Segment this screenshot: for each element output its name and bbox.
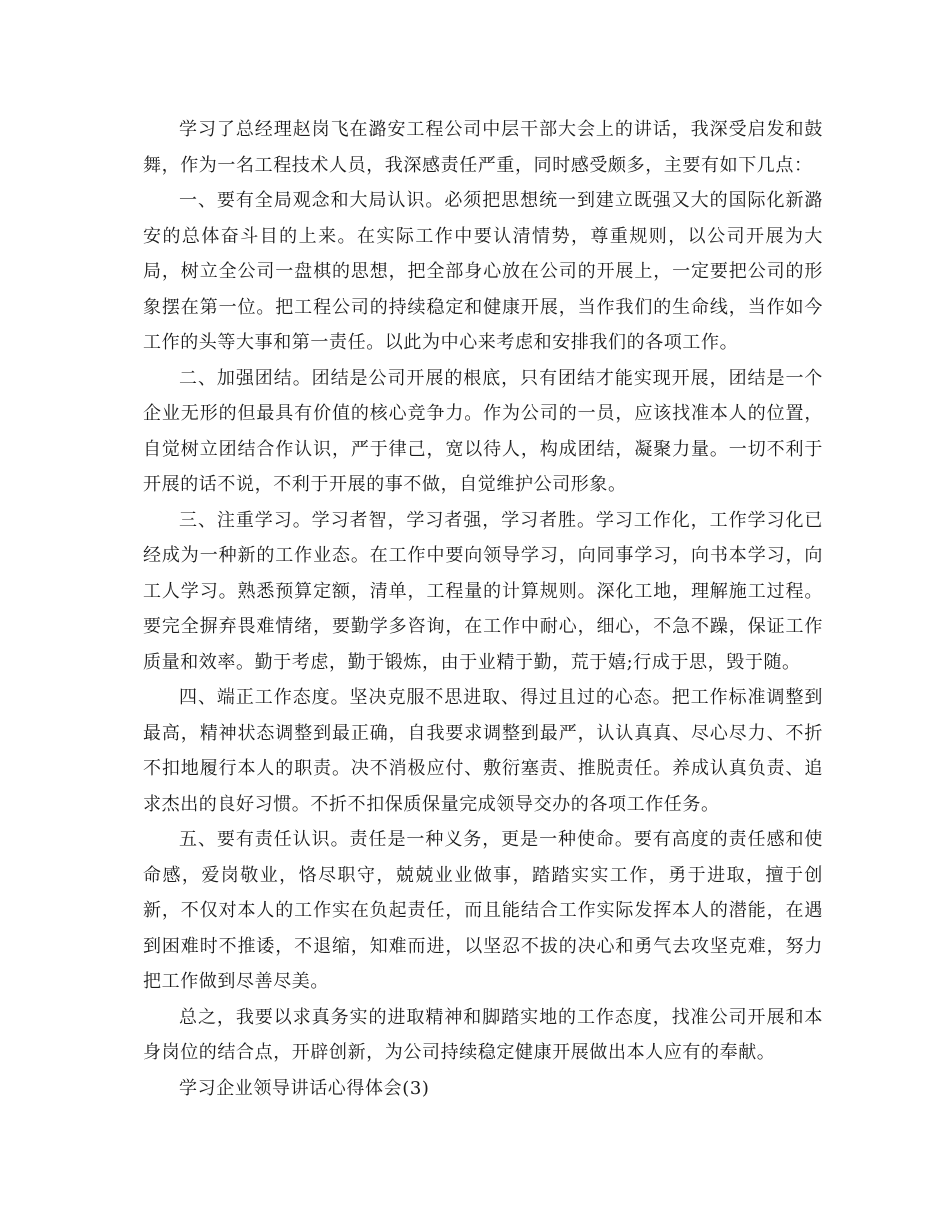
conclusion-paragraph: 总之，我要以求真务实的进取精神和脚踏实地的工作态度，找准公司开展和本身岗位的结合点，开辟创新，为公司持续稳定健康开展做出本人应有的奉献。	[143, 1006, 823, 1063]
point-four-paragraph: 四、端正工作态度。坚决克服不思进取、得过且过的心态。把工作标准调整到最高，精神状态调整到最正确，自我要求调整到最严，认认真真、尽心尽力、不折不扣地履行本人的职责。决不消极应付、敷衍塞责、推脱责任。养成认真负责、追求杰出的良好习惯。不折不扣保质保量完成领导交办的各项工作任务。	[143, 687, 823, 815]
next-section-title: 学习企业领导讲话心得体会(3)	[179, 1077, 430, 1099]
point-two-paragraph: 二、加强团结。团结是公司开展的根底，只有团结才能实现开展，团结是一个企业无形的但最具有价值的核心竞争力。作为公司的一员，应该找准本人的位置，自觉树立团结合作认识，严于律己，宽以待人，构成团结，凝聚力量。一切不利于开展的话不说，不利于开展的事不做，自觉维护公司形象。	[143, 367, 823, 495]
document-body	[143, 112, 823, 1106]
intro-paragraph: 学习了总经理赵岗飞在潞安工程公司中层干部大会上的讲话，我深受启发和鼓舞，作为一名工程技术人员，我深感责任严重，同时感受颇多，主要有如下几点：	[143, 119, 823, 176]
point-five-paragraph: 五、要有责任认识。责任是一种义务，更是一种使命。要有高度的责任感和使命感，爱岗敬业，恪尽职守，兢兢业业做事，踏踏实实工作，勇于进取，擅于创新，不仅对本人的工作实在负起责任，而且能结合工作实际发挥本人的潜能，在遇到困难时不推诿，不退缩，知难而进，以坚忍不拔的决心和勇气去攻坚克难，努力把工作做到尽善尽美。	[143, 829, 823, 992]
point-three-paragraph: 三、注重学习。学习者智，学习者强，学习者胜。学习工作化，工作学习化已经成为一种新的工作业态。在工作中要向领导学习，向同事学习，向书本学习，向工人学习。熟悉预算定额，清单，工程量的计算规则。深化工地，理解施工过程。要完全摒弃畏难情绪，要勤学多咨询，在工作中耐心，细心，不急不躁，保证工作质量和效率。勤于考虑，勤于锻炼，由于业精于勤，荒于嬉;行成于思，毁于随。	[143, 509, 823, 673]
point-one-paragraph: 一、要有全局观念和大局认识。必须把思想统一到建立既强又大的国际化新潞安的总体奋斗目的上来。在实际工作中要认清情势，尊重规则，以公司开展为大局，树立全公司一盘棋的思想，把全部身心放在公司的开展上，一定要把公司的形象摆在第一位。把工程公司的持续稳定和健康开展，当作我们的生命线，当作如今工作的头等大事和第一责任。以此为中心来考虑和安排我们的各项工作。	[143, 190, 823, 353]
